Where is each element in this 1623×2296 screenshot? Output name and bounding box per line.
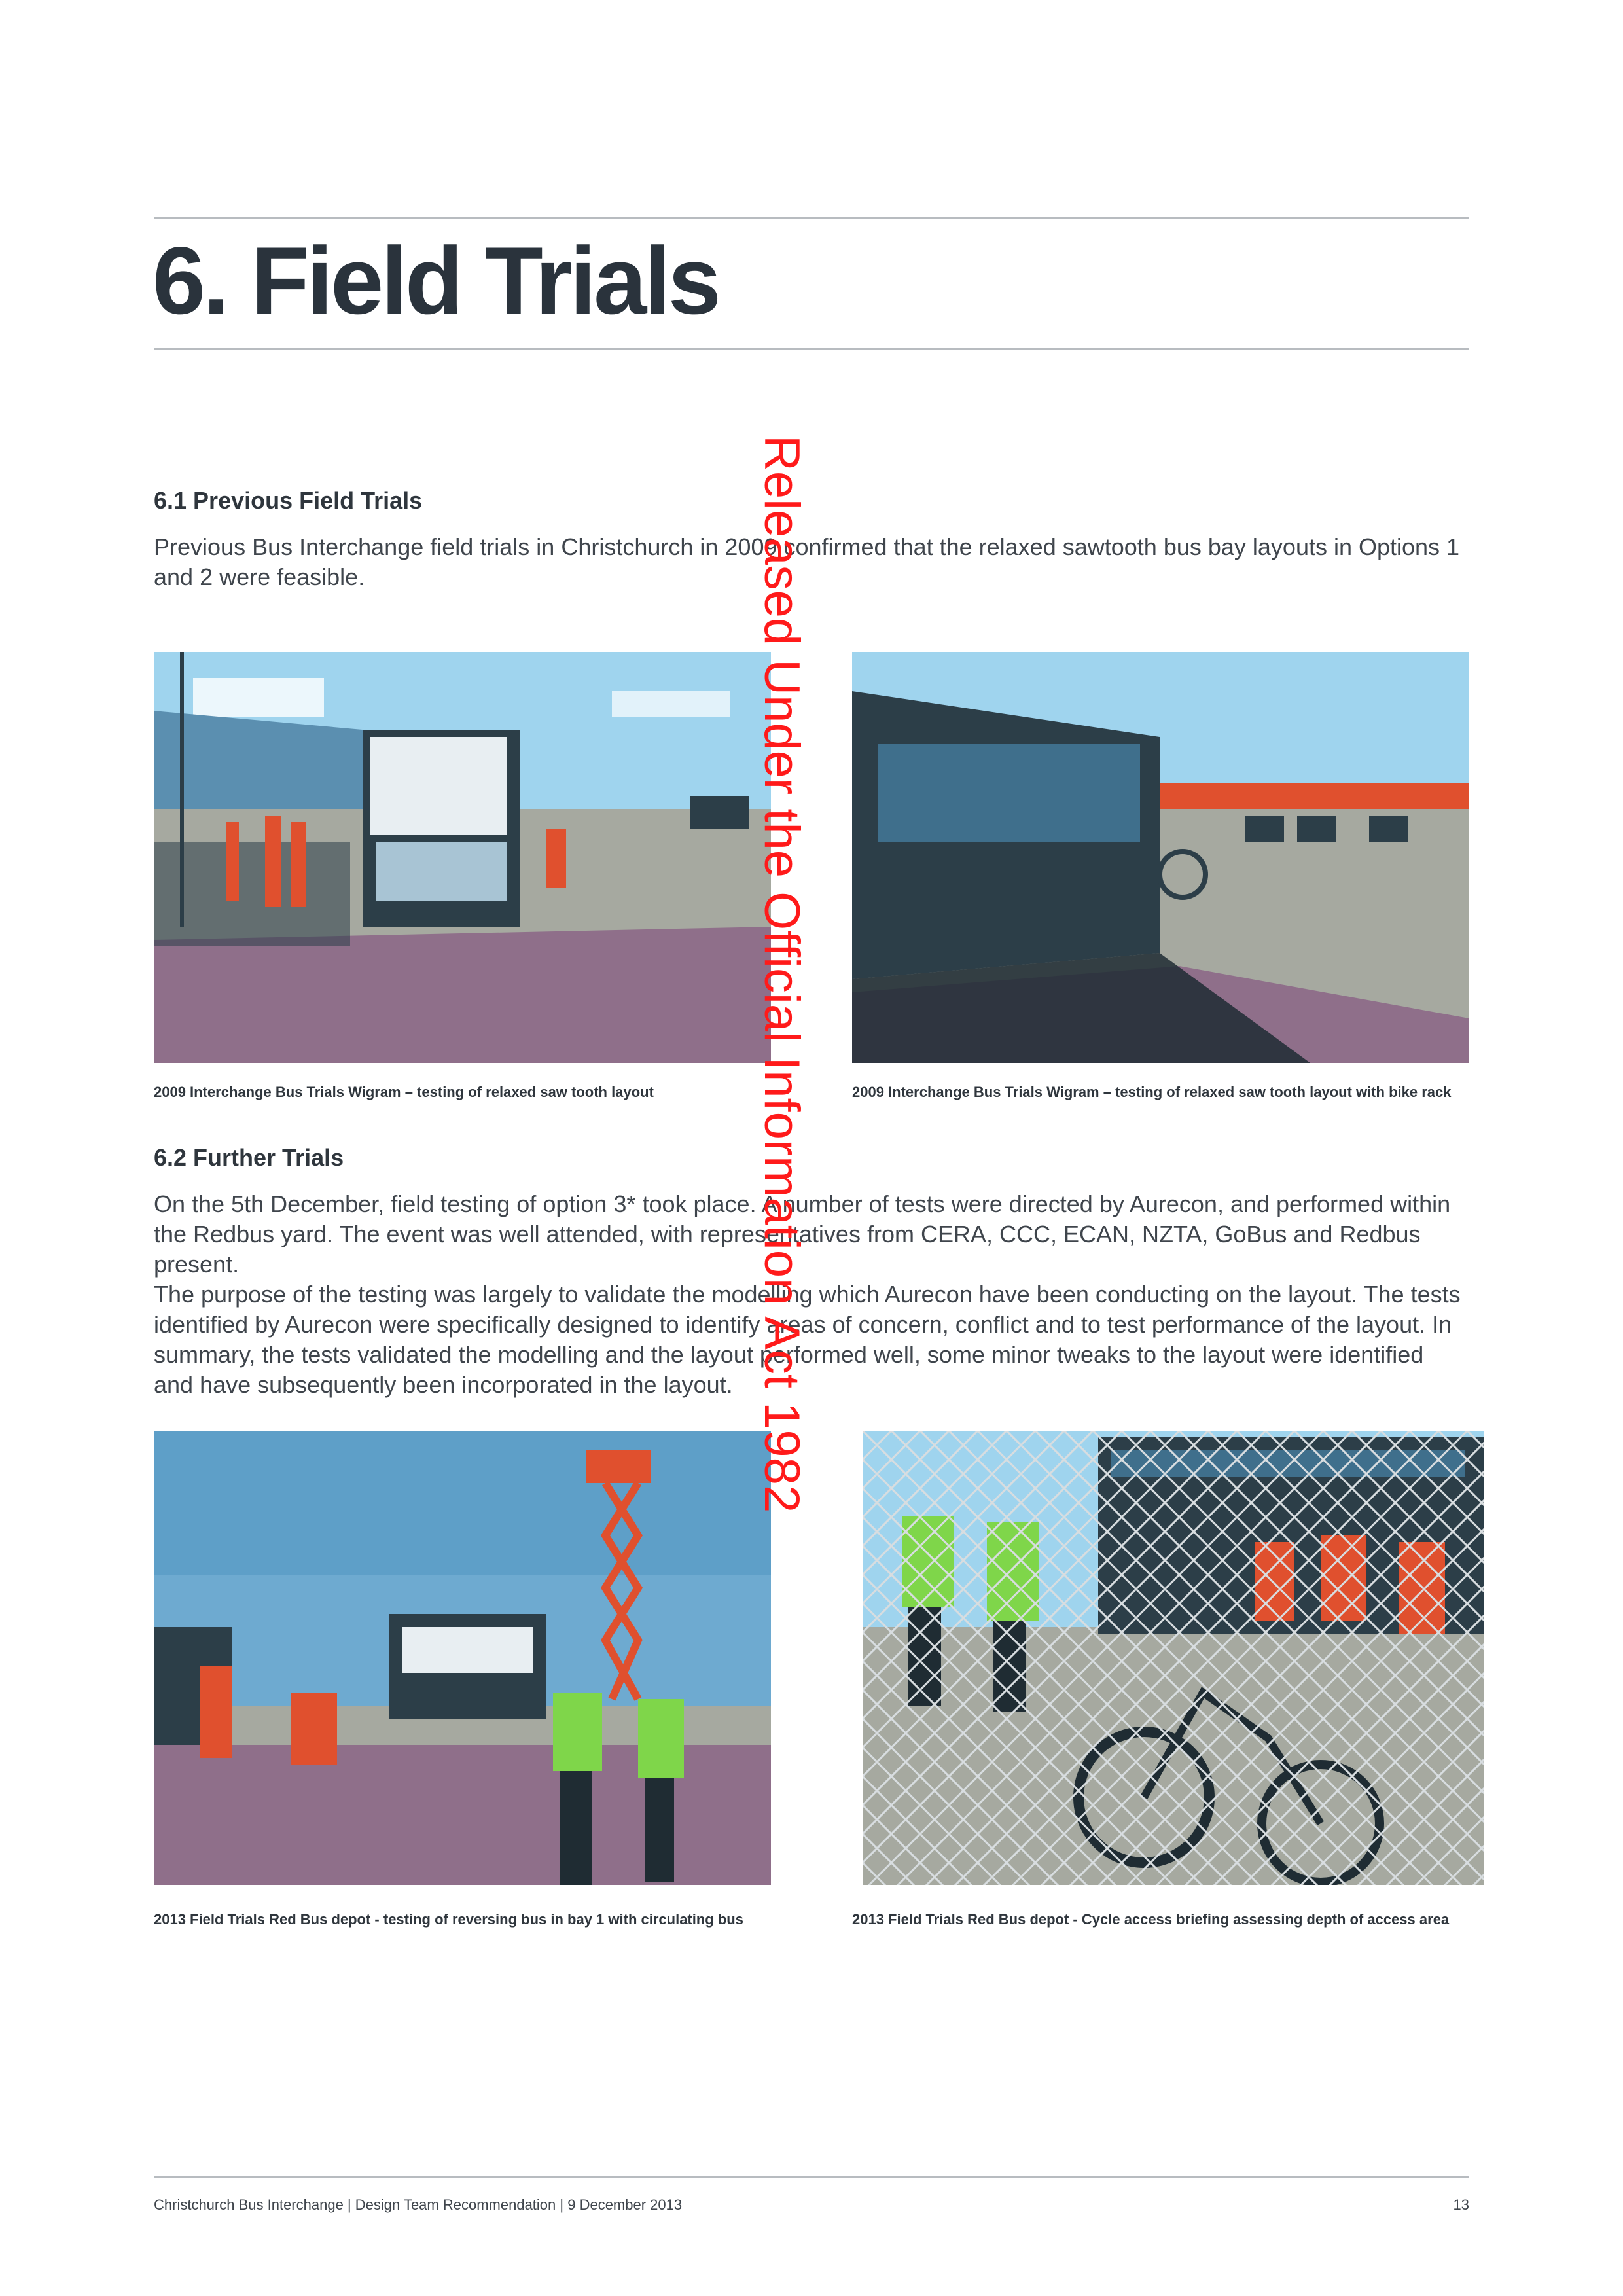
- section-heading-6-2: 6.2 Further Trials: [154, 1144, 344, 1171]
- footer-document-info: Christchurch Bus Interchange | Design Team Recommendation | 9 December 2013: [154, 2197, 683, 2213]
- footer-rule: [154, 2176, 1469, 2178]
- section-body-6-1: Previous Bus Interchange field trials in Christchurch in 2009 confirmed that the relaxed sawtooth bus bay layouts in Options 1 and 2 were feasible.: [154, 533, 1460, 590]
- photo-bus-bike-rack-wigram: [852, 652, 1469, 1063]
- section-heading-6-1: 6.1 Previous Field Trials: [154, 487, 423, 514]
- photo-bus-rear-wigram: [154, 652, 771, 1063]
- top-rule: [154, 217, 1469, 219]
- photo-caption: 2013 Field Trials Red Bus depot - Cycle access briefing assessing depth of access area: [852, 1911, 1450, 1928]
- section-body-6-2-paragraph-1: On the 5th December, field testing of option 3* took place. A number of tests were directed by Aurecon, and performed within the Redbus yard. The event was well attended, with representatives from CERA, CCC, ECAN, NZTA, GoBus and Redbus present.: [154, 1191, 1451, 1278]
- photo-caption: 2013 Field Trials Red Bus depot - testing of reversing bus in bay 1 with circulating bus: [154, 1911, 743, 1928]
- photo-caption: 2009 Interchange Bus Trials Wigram – testing of relaxed saw tooth layout with bike rack: [852, 1084, 1452, 1100]
- oia-release-watermark: Released Under the Official Information Act 1982: [754, 435, 810, 1513]
- title-rule: [154, 348, 1469, 350]
- page-number: 13: [1453, 2197, 1469, 2213]
- page-title: 6. Field Trials: [152, 227, 719, 334]
- photo-scissor-lift-red-bus-depot: [154, 1431, 771, 1885]
- section-body-6-2-paragraph-2: The purpose of the testing was largely to validate the modelling which Aurecon have been conducting on the layout. The tests identified by Aurecon were specifically designed to identify areas of concern, conflict and to test performance of the layout. In summary, the tests validated the modelling and the layout performed well, some minor tweaks to the layout were identified and have subsequently been incorporated in the layout.: [154, 1281, 1461, 1398]
- photo-caption: 2009 Interchange Bus Trials Wigram – testing of relaxed saw tooth layout: [154, 1084, 654, 1100]
- photo-cycle-access-briefing: [863, 1431, 1484, 1885]
